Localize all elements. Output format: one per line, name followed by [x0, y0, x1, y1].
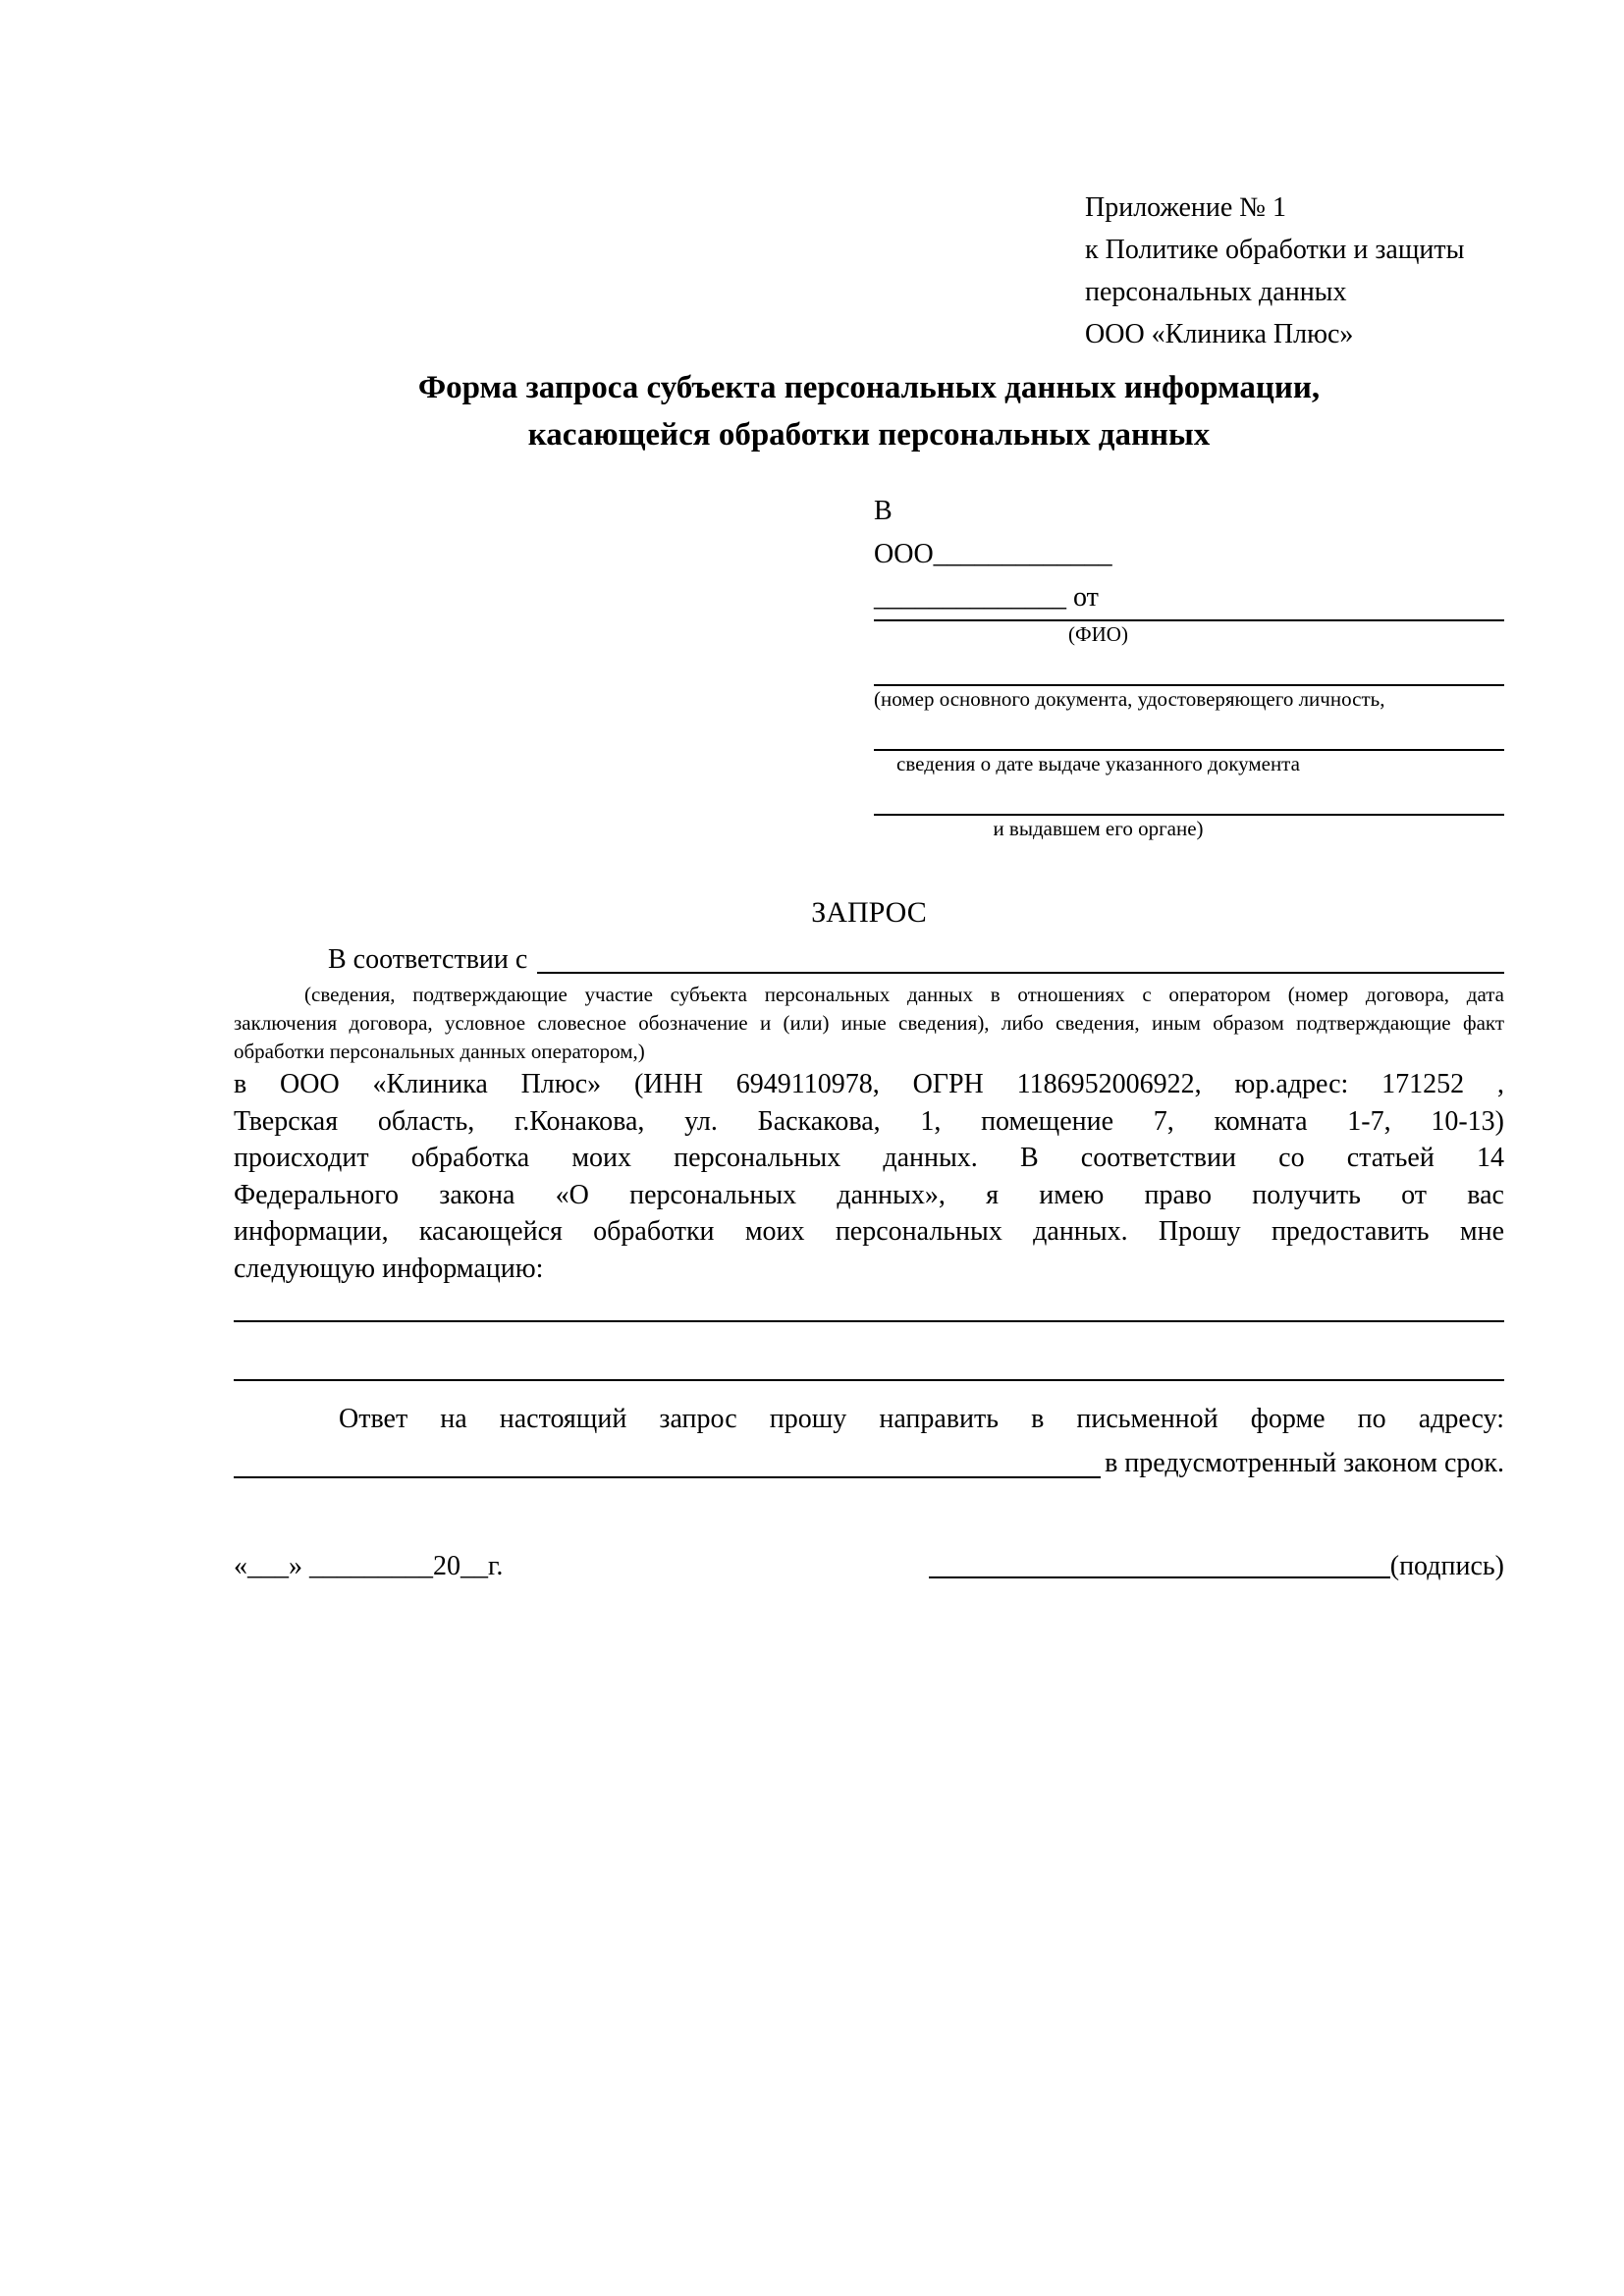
small-print-line: (сведения, подтверждающие участие субъекта персональных данных в отношениях с оператором (номер договора, дата — [304, 983, 1504, 1006]
body-line: следующую информацию: — [234, 1253, 544, 1284]
date-write-in-field: «___» _________20__г. — [234, 1551, 504, 1581]
recipient-to-label: В — [874, 496, 893, 526]
reply-address-row — [234, 1441, 1504, 1485]
signature-caption: (подпись) — [1389, 1551, 1504, 1581]
document-title-line: Форма запроса субъекта персональных данных информации, — [417, 370, 1321, 405]
appendix-block — [1085, 0, 1504, 355]
address-write-in-line — [234, 1476, 1101, 1478]
small-print-line: заключения договора, условное словесное обозначение и (или) иные сведения), либо сведения, иным образом подтверждающие факт — [234, 1011, 1504, 1035]
appendix-line: персональных данных — [1085, 277, 1347, 307]
signature-group — [929, 1548, 1504, 1585]
information-write-in-line — [234, 1320, 1504, 1322]
body-line: Федерального закона «О персональных данных», я имею право получить от вас — [234, 1179, 1504, 1210]
reply-suffix: в предусмотренный законом срок. — [1105, 1448, 1504, 1478]
body-line: происходит обработка моих персональных данных. В соответствии со статьей 14 — [234, 1143, 1504, 1173]
reply-instruction: Ответ на настоящий запрос прошу направить в письменной форме по адресу: — [339, 1404, 1504, 1434]
signature-row — [234, 1548, 1504, 1585]
document-title — [234, 364, 1504, 458]
recipient-block — [874, 490, 1504, 841]
body-line: в ООО «Клиника Плюс» (ИНН 6949110978, ОГРН 1186952006922, юр.адрес: 171252 , — [234, 1069, 1504, 1099]
recipient-org-field: ООО_____________ — [874, 539, 1112, 569]
reply-paragraph — [234, 1397, 1504, 1485]
appendix-line: Приложение № 1 — [1085, 192, 1286, 223]
fio-caption: (ФИО) — [1068, 622, 1128, 646]
accordance-line — [234, 939, 1504, 981]
issuing-authority-caption: и выдавшем его органе) — [993, 817, 1204, 840]
document-title-line: касающейся обработки персональных данных — [527, 417, 1211, 453]
accordance-write-in-line — [537, 972, 1504, 974]
accordance-prefix: В соответствии с — [328, 944, 528, 975]
body-paragraph — [234, 1066, 1504, 1287]
signature-write-in-line — [929, 1576, 1390, 1578]
id-document-caption: (номер основного документа, удостоверяющего личность, — [874, 687, 1385, 711]
document-content — [234, 0, 1504, 1585]
body-line: Тверская область, г.Конакова, ул. Баскакова, 1, помещение 7, комната 1-7, 10-13) — [234, 1105, 1504, 1137]
request-heading: ЗАПРОС — [811, 896, 927, 929]
appendix-line: ООО «Клиника Плюс» — [1085, 319, 1354, 349]
appendix-line: к Политике обработки и защиты — [1085, 235, 1465, 265]
body-line: информации, касающейся обработки моих персональных данных. Прошу предоставить мне — [234, 1216, 1504, 1247]
small-print-line: обработки персональных данных оператором,) — [234, 1040, 645, 1063]
issue-date-caption: сведения о дате выдаче указанного документа — [896, 752, 1300, 775]
small-print-note — [234, 981, 1504, 1066]
recipient-from-field: ______________ от — [874, 582, 1099, 613]
information-write-in-line — [234, 1379, 1504, 1381]
